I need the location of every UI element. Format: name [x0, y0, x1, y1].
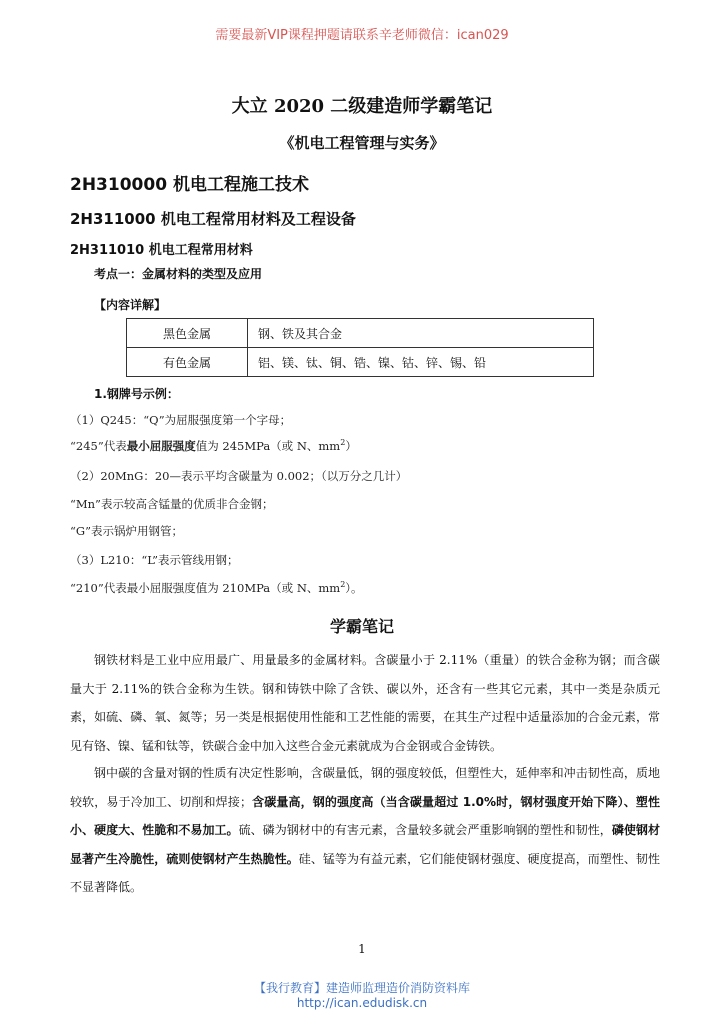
- table-row: [127, 319, 594, 348]
- example-line: “Mn”表示较高含锰量的优质非合金钢；: [70, 497, 274, 511]
- key-point-heading: 考点一：金属材料的类型及应用: [94, 267, 263, 281]
- example-text: 值为 245MPa（或 N、mm: [195, 439, 341, 453]
- example-text: “245”代表: [70, 439, 127, 453]
- chapter-heading: 2H310000 机电工程施工技术: [70, 175, 309, 195]
- page-number: 1: [358, 942, 366, 956]
- notes-paragraph: 钢铁材料是工业中应用最广、用量最多的金属材料。含碳量小于 2.11%（重量）的铁合金称为钢；而含碳量大于 2.11%的铁合金称为生铁。钢和铸铁中除了含铁、碳以外，还含有一些其它元素，其中一类是杂质元素，如硫、磷、氧、氮等；另一类是根据使用性能和工艺性能的需要，在其生产过程中适量添加的合金元素，常见有铬、镍、锰和钛等，铁碳合金中加入这些合金元素就成为合金钢或合金铸铁。: [70, 653, 660, 753]
- notes-paragraph: [70, 759, 660, 902]
- footer-brand: 【我行教育】建造师监理造价消防资料库: [253, 981, 470, 995]
- example-line: “G”表示锅炉用钢管；: [70, 524, 183, 538]
- example-text: “210”代表最小屈服强度值为 210MPa（或 N、mm: [70, 581, 341, 595]
- example-emphasis: 最小屈服强度: [126, 439, 196, 453]
- example-line: （2）20MnG：20—表示平均含碳量为 0.002；（以万分之几计）: [70, 469, 408, 483]
- superscript: 2: [340, 580, 346, 590]
- paragraph-text: 钢中碳的含量对钢的性质有决定性影响，含碳量低，钢的强度较低，但塑性大，延伸率和冲击韧性高，质地较软，易于冷加工、切削和焊接；: [70, 766, 660, 809]
- example-text: ）: [345, 439, 357, 453]
- detail-tag: 【内容详解】: [94, 298, 167, 312]
- example-line: [70, 580, 363, 596]
- document-title: 大立 2020 二级建造师学霸笔记: [231, 96, 493, 117]
- section-heading: 2H311000 机电工程常用材料及工程设备: [70, 210, 356, 228]
- table-cell-desc: 钢、铁及其合金: [248, 319, 594, 348]
- paragraph-emphasis: 含碳量高，钢的强度高（当含碳量超过 1.0%时，钢材强度开始下降）、塑性小、硬度大、性脆和不易加工。: [70, 794, 660, 837]
- example-text: ）。: [345, 581, 363, 595]
- paragraph-emphasis: 磷使钢材显著产生冷脆性，硫则使钢材产生热脆性。: [70, 823, 660, 866]
- metal-type-table: [126, 318, 594, 377]
- notes-heading: 学霸笔记: [329, 617, 394, 636]
- table-cell-type: 黑色金属: [127, 319, 248, 348]
- example-line: （1）Q245：“Q”为屈服强度第一个字母；: [70, 413, 292, 427]
- example-line: （3）L210：“L”表示管线用钢；: [70, 553, 239, 567]
- table-row: [127, 348, 594, 377]
- superscript: 2: [340, 438, 346, 448]
- paragraph-text: 硅、锰等为有益元素，它们能使钢材强度、硬度提高，而塑性、韧性不显著降低。: [70, 851, 660, 894]
- promo-banner: 需要最新VIP课程押题请联系辛老师微信：ican029: [215, 28, 509, 43]
- example-line: [70, 438, 357, 454]
- subsection-heading: 2H311010 机电工程常用材料: [70, 243, 253, 258]
- paragraph-text: 硫、磷为钢材中的有害元素，含量较多就会严重影响钢的塑性和韧性，: [238, 823, 612, 837]
- footer-link[interactable]: http://ican.edudisk.cn: [296, 996, 428, 1010]
- table-cell-desc: 铝、镁、钛、铜、锆、镍、钴、锌、锡、铅: [248, 348, 594, 377]
- example-heading: 1.钢牌号示例：: [94, 387, 179, 401]
- document-subtitle: 《机电工程管理与实务》: [279, 134, 445, 152]
- table-cell-type: 有色金属: [127, 348, 248, 377]
